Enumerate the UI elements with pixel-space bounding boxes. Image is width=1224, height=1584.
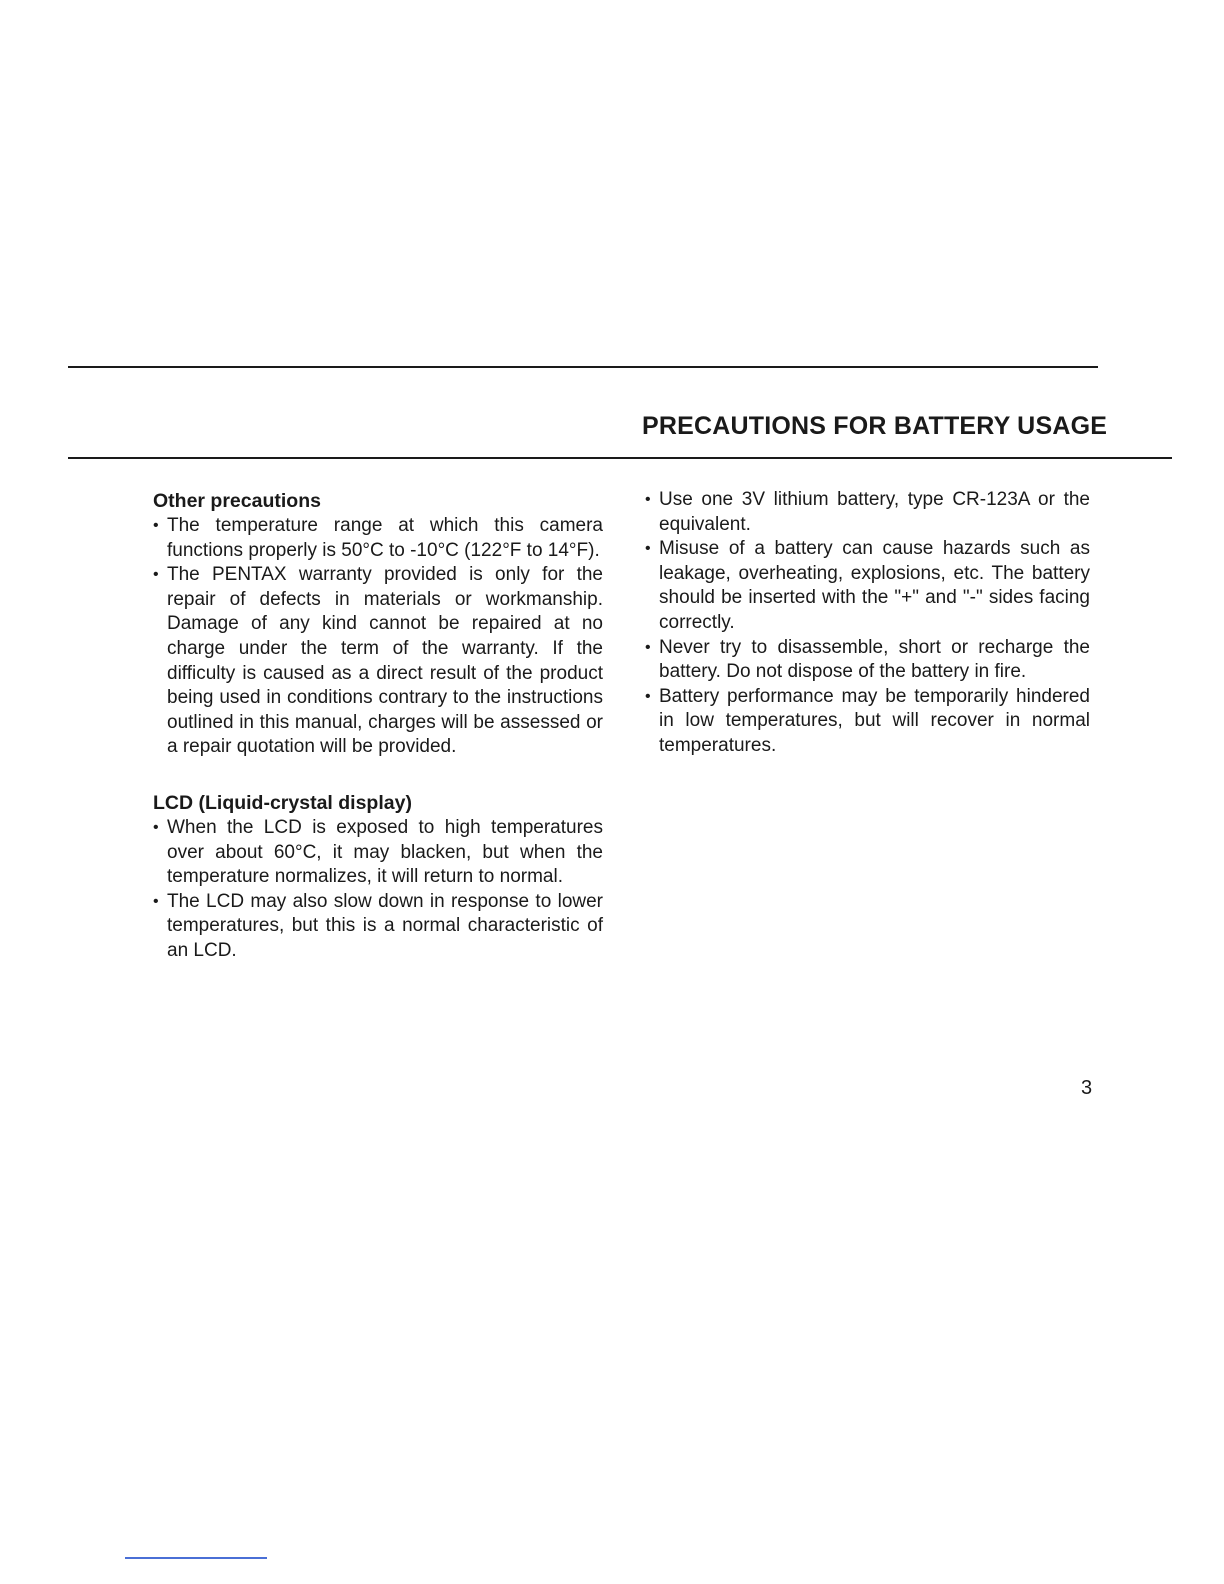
bullet-icon: • [153,517,159,534]
bullet-icon: • [645,638,651,656]
list-item [153,563,603,760]
page-number: 3 [1081,1077,1093,1099]
list-item-text: Battery performance may be temporarily hindered in low temperatures, but will recover in normal temperatures. [659,685,1090,756]
left-column [153,488,603,964]
bullet-icon: • [645,687,651,705]
bullet-icon: • [153,818,159,836]
page-title: PRECAUTIONS FOR BATTERY USAGE [642,412,1108,440]
list-item [645,685,1090,759]
list-item-text: Never try to disassemble, short or recharge the battery. Do not dispose of the battery in fire. [659,636,1090,683]
section-spacer [153,760,603,790]
list-item-text: The PENTAX warranty provided is only for the repair of defects in materials or workmanship. Damage of any kind cannot be repaired at no charge under the term of the warranty. If the difficulty is caused as a direct result of the product being used in conditions contrary to the instructions outlined in this manual, charges will be assessed or a repair quotation will be provided. [167,564,603,758]
bullet-icon: • [153,566,159,584]
lcd-list [153,816,603,964]
section-heading-lcd: LCD (Liquid-crystal display) [153,791,412,814]
bullet-icon: • [153,892,159,910]
list-item [153,514,603,563]
list-item-text: When the LCD is exposed to high temperatures over about 60°C, it may blacken, but when the temperature normalizes, it will return to normal. [167,816,603,888]
header-rule-top [68,366,1098,368]
footer-link-underline [125,1557,267,1559]
right-column [645,488,1090,759]
list-item [153,816,603,890]
battery-precautions-list [645,488,1090,759]
list-item-text: The LCD may also slow down in response to lower temperatures, but this is a normal characteristic of an LCD. [167,890,603,961]
bullet-icon: • [645,540,651,558]
list-item [645,488,1090,537]
list-item [645,636,1090,685]
section-heading-other-precautions: Other precautions [153,490,321,512]
list-item-text: Use one 3V lithium battery, type CR-123A or the equivalent. [659,489,1090,535]
bullet-icon: • [645,491,651,508]
list-item [153,890,603,964]
header-rule-bottom [68,457,1172,459]
list-item-text: The temperature range at which this camera functions properly is 50°C to -10°C (122°F to 14°F). [167,515,603,561]
other-precautions-list [153,514,603,760]
list-item [645,537,1090,635]
list-item-text: Misuse of a battery can cause hazards such as leakage, overheating, explosions, etc. The battery should be inserted with the "+" and "-" sides facing correctly. [659,538,1090,633]
